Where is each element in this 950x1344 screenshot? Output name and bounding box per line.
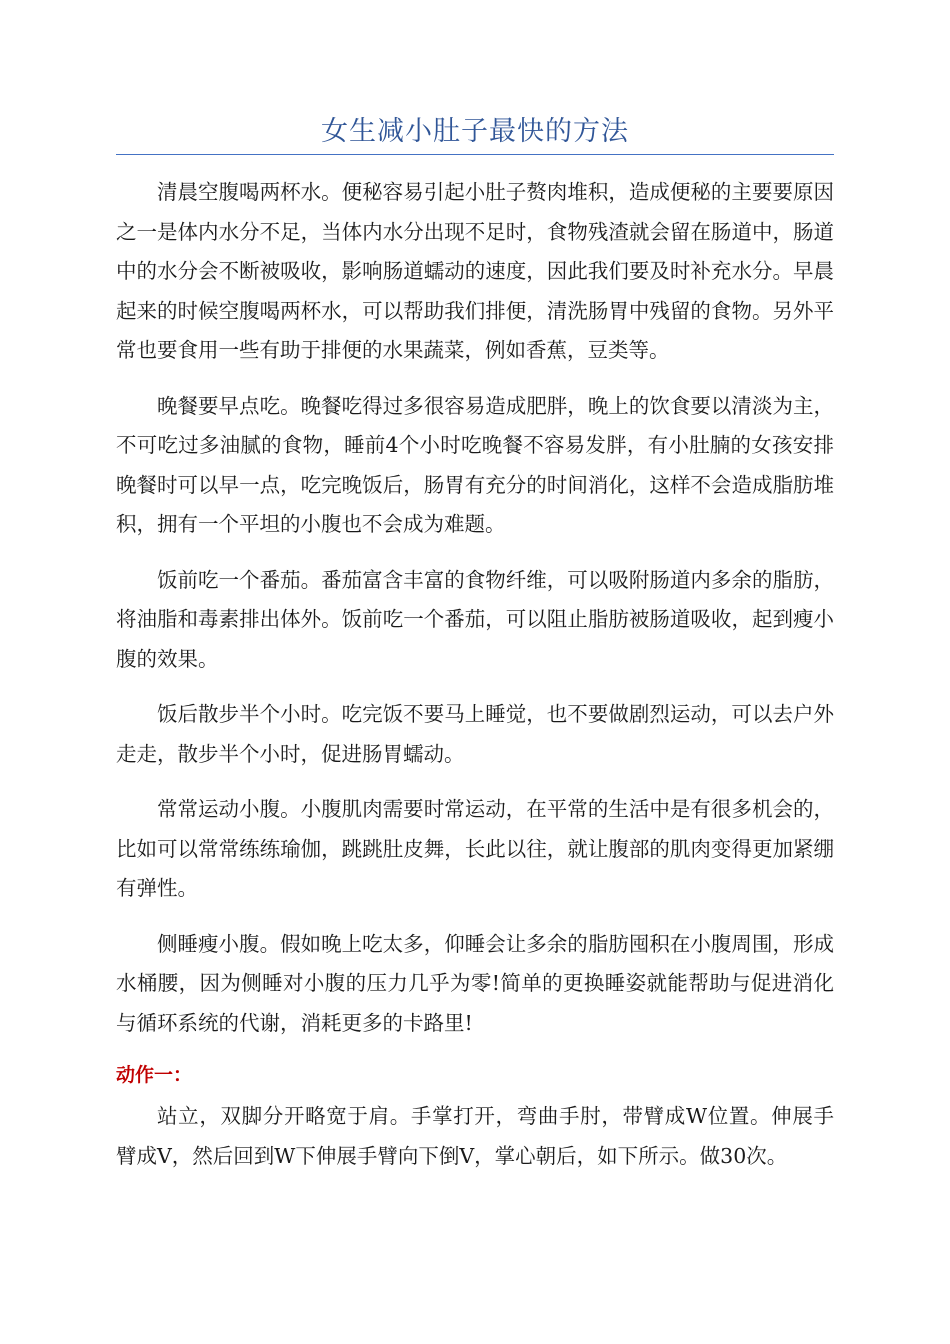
page-title: 女生减小肚子最快的方法	[321, 116, 629, 147]
paragraph-water: 清晨空腹喝两杯水。便秘容易引起小肚子赘肉堆积，造成便秘的主要要原因之一是体内水分不足，当体内水分出现不足时，食物残渣就会留在肠道中，肠道中的水分会不断被吸收，影响肠道蠕动的速度，因此我们要及时补充水分。早晨起来的时候空腹喝两杯水，可以帮助我们排便，清洗肠胃中残留的食物。另外平常也要食用一些有助于排便的水果蔬菜，例如香蕉，豆类等。	[116, 180, 834, 362]
title-underline	[116, 154, 834, 155]
paragraph-exercise: 常常运动小腹。小腹肌肉需要时常运动，在平常的生活中是有很多机会的，比如可以常常练练瑜伽，跳跳肚皮舞，长此以往，就让腹部的肌肉变得更加紧绷有弹性。	[116, 797, 834, 900]
document-body	[116, 173, 834, 1192]
paragraph-tomato: 饭前吃一个番茄。番茄富含丰富的食物纤维，可以吸附肠道内多余的脂肪，将油脂和毒素排出体外。饭前吃一个番茄，可以阻止脂肪被肠道吸收，起到瘦小腹的效果。	[116, 567, 834, 671]
section-heading: 动作一：	[116, 1064, 193, 1086]
paragraph-walk: 饭后散步半个小时。吃完饭不要马上睡觉，也不要做剧烈运动，可以去户外走走，散步半个小时，促进肠胃蠕动。	[116, 702, 834, 766]
paragraph-action-one: 站立，双脚分开略宽于肩。手掌打开，弯曲手肘，带臂成W位置。伸展手臂成V，然后回到W下伸展手臂向下倒V，掌心朝后，如下所示。做30次。	[116, 1104, 834, 1168]
paragraph-dinner: 晚餐要早点吃。晚餐吃得过多很容易造成肥胖，晚上的饮食要以清淡为主，不可吃过多油腻的食物，睡前4个小时吃晚餐不容易发胖，有小肚腩的女孩安排晚餐时可以早一点，吃完晚饭后，肠胃有充分的时间消化，这样不会造成脂肪堆积，拥有一个平坦的小腹也不会成为难题。	[116, 393, 834, 536]
paragraph-side-sleep: 侧睡瘦小腹。假如晚上吃太多，仰睡会让多余的脂肪囤积在小腹周围，形成水桶腰，因为侧睡对小腹的压力几乎为零!简单的更换睡姿就能帮助与促进消化与循环系统的代谢，消耗更多的卡路里!	[116, 931, 834, 1035]
